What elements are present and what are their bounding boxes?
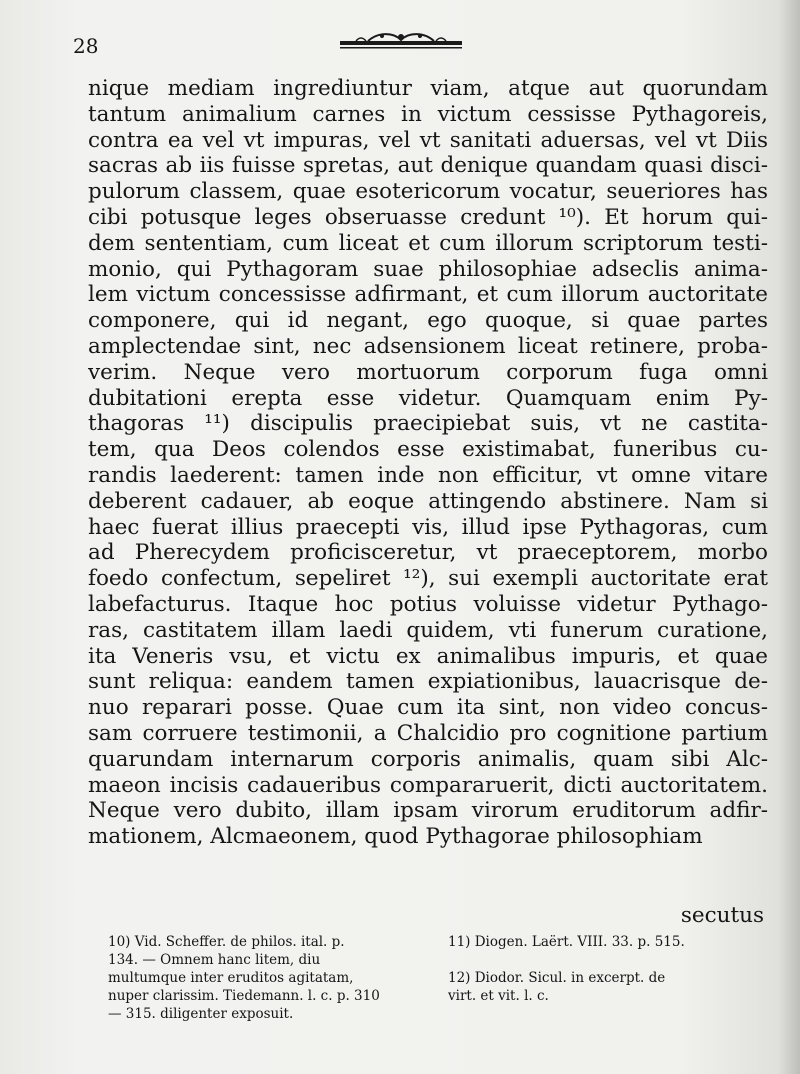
text-line: ita Veneris vsu, et victu ex animalibus impuris, et quae (88, 643, 768, 669)
text-line: quarundam internarum corporis animalis, quam sibi Alc- (88, 746, 768, 772)
footnote-line: nuper clarissim. Tiedemann. l. c. p. 310 (108, 988, 380, 1004)
printer-fleuron-icon (338, 32, 464, 54)
footnotes-left (108, 933, 408, 1023)
text-line: nuo reparari posse. Quae cum ita sint, non video concus- (88, 695, 768, 721)
footnotes-right (448, 933, 768, 1005)
text-line: verim. Neque vero mortuorum corporum fuga omni (88, 359, 768, 385)
footnote-line: 12) Diodor. Sicul. in excerpt. de (448, 970, 666, 986)
text-line: sunt reliqua: eandem tamen expiationibus, lauacrisque de- (88, 669, 768, 695)
text-line: sacras ab iis fuisse spretas, aut denique quandam quasi disci- (88, 153, 768, 179)
footnote-line: 134. — Omnem hanc litem, diu (108, 952, 321, 968)
text-line: componere, qui id negant, ego quoque, si quae partes (88, 308, 768, 334)
text-line: dubitationi erepta esse videtur. Quamquam enim Py- (88, 385, 768, 411)
footnote-line: 10) Vid. Scheffer. de philos. ital. p. (108, 934, 345, 950)
footnote-line: 11) Diogen. Laërt. VIII. 33. p. 515. (448, 934, 685, 950)
footnote-line: virt. et vit. l. c. (448, 988, 549, 1004)
text-line: haec fuerat illius praecepti vis, illud ipse Pythagoras, cum (88, 514, 768, 540)
footnote-line: — 315. diligenter exposuit. (108, 1006, 294, 1022)
text-line: maeon incisis cadaueribus compararuerit, dicti auctoritatem. (88, 772, 768, 798)
text-line: randis laederent: tamen inde non efficitur, vt omne vitare (88, 462, 768, 488)
page-gutter-shadow (778, 0, 800, 1074)
text-line: pulorum classem, quae esotericorum vocatur, seueriores has (88, 179, 768, 205)
text-line: contra ea vel vt impuras, vel vt sanitati aduersas, vel vt Diis (88, 127, 768, 153)
catchword: secutus (680, 903, 764, 928)
text-line: monio, qui Pythagoram suae philosophiae adseclis anima- (88, 256, 768, 282)
text-line: dem sententiam, cum liceat et cum illorum scriptorum testi- (88, 230, 768, 256)
footnote-line (448, 951, 768, 969)
page-number: 28 (73, 34, 99, 58)
text-line: tem, qua Deos colendos esse existimabat, funeribus cu- (88, 437, 768, 463)
text-line: amplectendae sint, nec adsensionem liceat retinere, proba- (88, 333, 768, 359)
footnote-line: multumque inter eruditos agitatam, (108, 970, 354, 986)
text-line: Neque vero dubito, illam ipsam virorum eruditorum adfir- (88, 798, 768, 824)
text-line: lem victum concessisse adfirmant, et cum illorum auctoritate (88, 282, 768, 308)
text-line: deberent cadauer, ab eoque attingendo abstinere. Nam si (88, 488, 768, 514)
text-line: ad Pherecydem proficisceretur, vt praeceptorem, morbo (88, 540, 768, 566)
text-line: cibi potusque leges obseruasse credunt ¹⁰). Et horum qui- (88, 204, 768, 230)
text-line: labefacturus. Itaque hoc potius voluisse videtur Pythago- (88, 591, 768, 617)
text-line: ras, castitatem illam laedi quidem, vti funerum curatione, (88, 617, 768, 643)
body-text (88, 76, 768, 850)
text-line: sam corruere testimonii, a Chalcidio pro cognitione partium (88, 720, 768, 746)
text-line: tantum animalium carnes in victum cessisse Pythagoreis, (88, 101, 768, 127)
text-line: nique mediam ingrediuntur viam, atque aut quorundam (88, 76, 768, 101)
text-line: thagoras ¹¹) discipulis praecipiebat suis, vt ne castita- (88, 411, 768, 437)
text-line: mationem, Alcmaeonem, quod Pythagorae philosophiam (88, 824, 703, 850)
text-line: foedo confectum, sepeliret ¹²), sui exempli auctoritate erat (88, 566, 768, 592)
